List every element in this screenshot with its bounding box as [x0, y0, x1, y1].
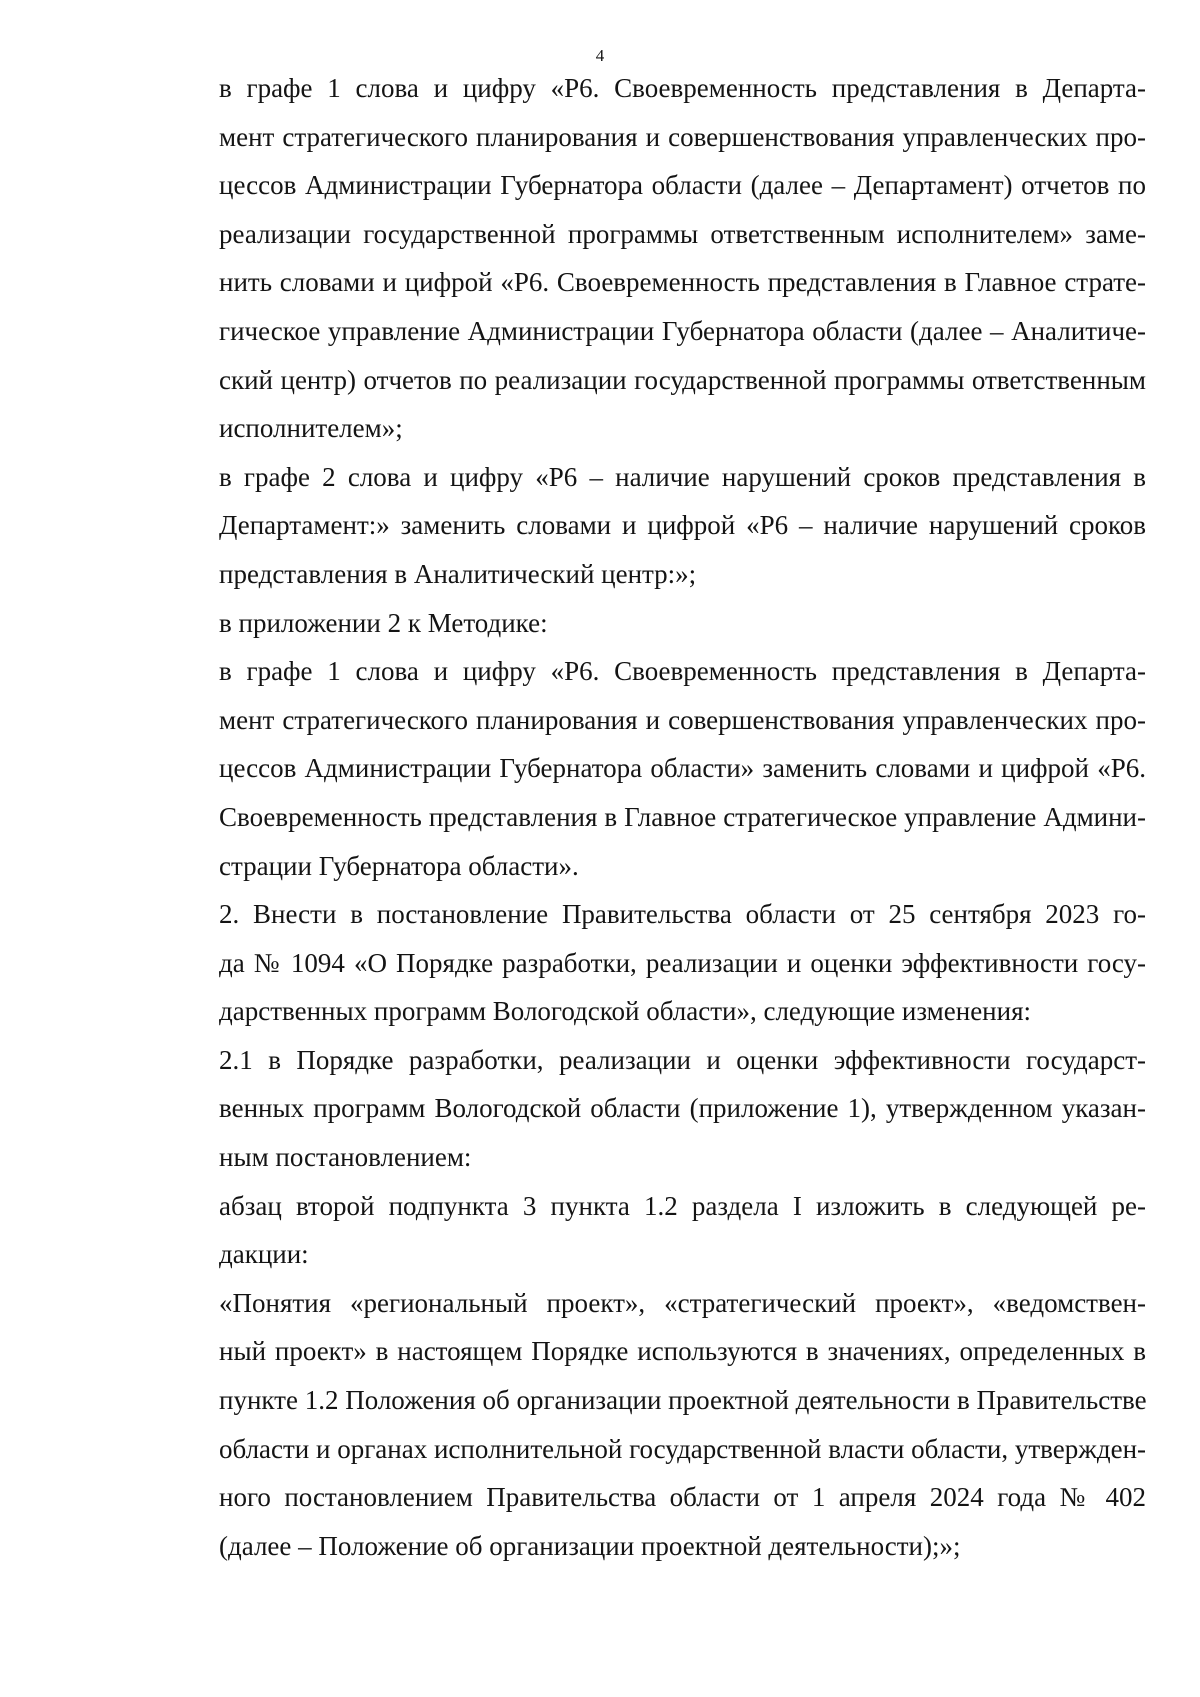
text-line: реализации государственной программы ответственным исполнителем» заме-: [219, 218, 1146, 249]
document-body: [148, 64, 1146, 1570]
text-line: представления в Аналитический центр:»;: [219, 558, 697, 589]
paragraph-column1-department-replacement: [148, 64, 1146, 453]
text-line: 2.1 в Порядке разработки, реализации и оценки эффективности государст-: [219, 1044, 1146, 1075]
text-line: в графе 1 слова и цифру «Р6. Своевременность представления в Департа-: [219, 656, 1146, 687]
text-line: (далее – Положение об организации проектной деятельности);»;: [219, 1530, 961, 1561]
text-line: страции Губернатора области».: [219, 850, 579, 881]
paragraph-subitem-3-revision: [148, 1182, 1146, 1279]
text-line: да № 1094 «О Порядке разработки, реализации и оценки эффективности госу-: [219, 947, 1146, 978]
text-line: венных программ Вологодской области (приложение 1), утвержденном указан-: [219, 1093, 1146, 1124]
text-line: в графе 2 слова и цифру «Р6 – наличие нарушений сроков представления в: [219, 461, 1146, 492]
paragraph-appendix-2-column1: [148, 647, 1146, 890]
text-line: цессов Администрации Губернатора области» заменить словами и цифрой «Р6.: [219, 753, 1146, 784]
text-line: Департамент:» заменить словами и цифрой «Р6 – наличие нарушений сроков: [219, 510, 1146, 541]
text-line: нить словами и цифрой «Р6. Своевременность представления в Главное страте-: [219, 267, 1146, 298]
text-line: исполнителем»;: [219, 413, 403, 444]
text-line: пункте 1.2 Положения об организации проектной деятельности в Правительстве: [219, 1385, 1147, 1416]
text-line: 2. Внести в постановление Правительства области от 25 сентября 2023 го-: [219, 899, 1146, 930]
text-line: ным постановлением:: [219, 1142, 472, 1173]
text-line: мент стратегического планирования и совершенствования управленческих про-: [219, 704, 1146, 735]
text-line: гическое управление Администрации Губернатора области (далее – Аналитиче-: [219, 315, 1146, 346]
text-line: мент стратегического планирования и совершенствования управленческих про-: [219, 121, 1146, 152]
paragraph-item-2: [148, 890, 1146, 1036]
text-line: ный проект» в настоящем Порядке используются в значениях, определенных в: [219, 1336, 1146, 1367]
text-line: дарственных программ Вологодской области», следующие изменения:: [219, 996, 1031, 1027]
text-line: в графе 1 слова и цифру «Р6. Своевременность представления в Департа-: [219, 73, 1146, 103]
paragraph-quoted-definition: [148, 1279, 1146, 1571]
paragraph-appendix-2: [148, 599, 1146, 648]
text-line: «Понятия «региональный проект», «стратегический проект», «ведомствен-: [219, 1287, 1146, 1318]
text-line: цессов Администрации Губернатора области (далее – Департамент) отчетов по: [219, 170, 1146, 201]
text-line: ного постановлением Правительства области от 1 апреля 2024 года № 402: [219, 1482, 1146, 1513]
text-line: ский центр) отчетов по реализации государственной программы ответственным: [219, 364, 1146, 395]
text-line: Своевременность представления в Главное стратегическое управление Админи-: [219, 801, 1146, 832]
page-number: 4: [595, 46, 605, 65]
paragraph-item-2-1: [148, 1036, 1146, 1182]
text-line: области и органах исполнительной государственной власти области, утвержден-: [219, 1433, 1147, 1464]
text-line: дакции:: [219, 1239, 309, 1270]
text-line: абзац второй подпункта 3 пункта 1.2 раздела I изложить в следующей ре-: [219, 1190, 1146, 1221]
paragraph-column2-replacement: [148, 453, 1146, 599]
text-line: в приложении 2 к Методике:: [219, 607, 548, 638]
